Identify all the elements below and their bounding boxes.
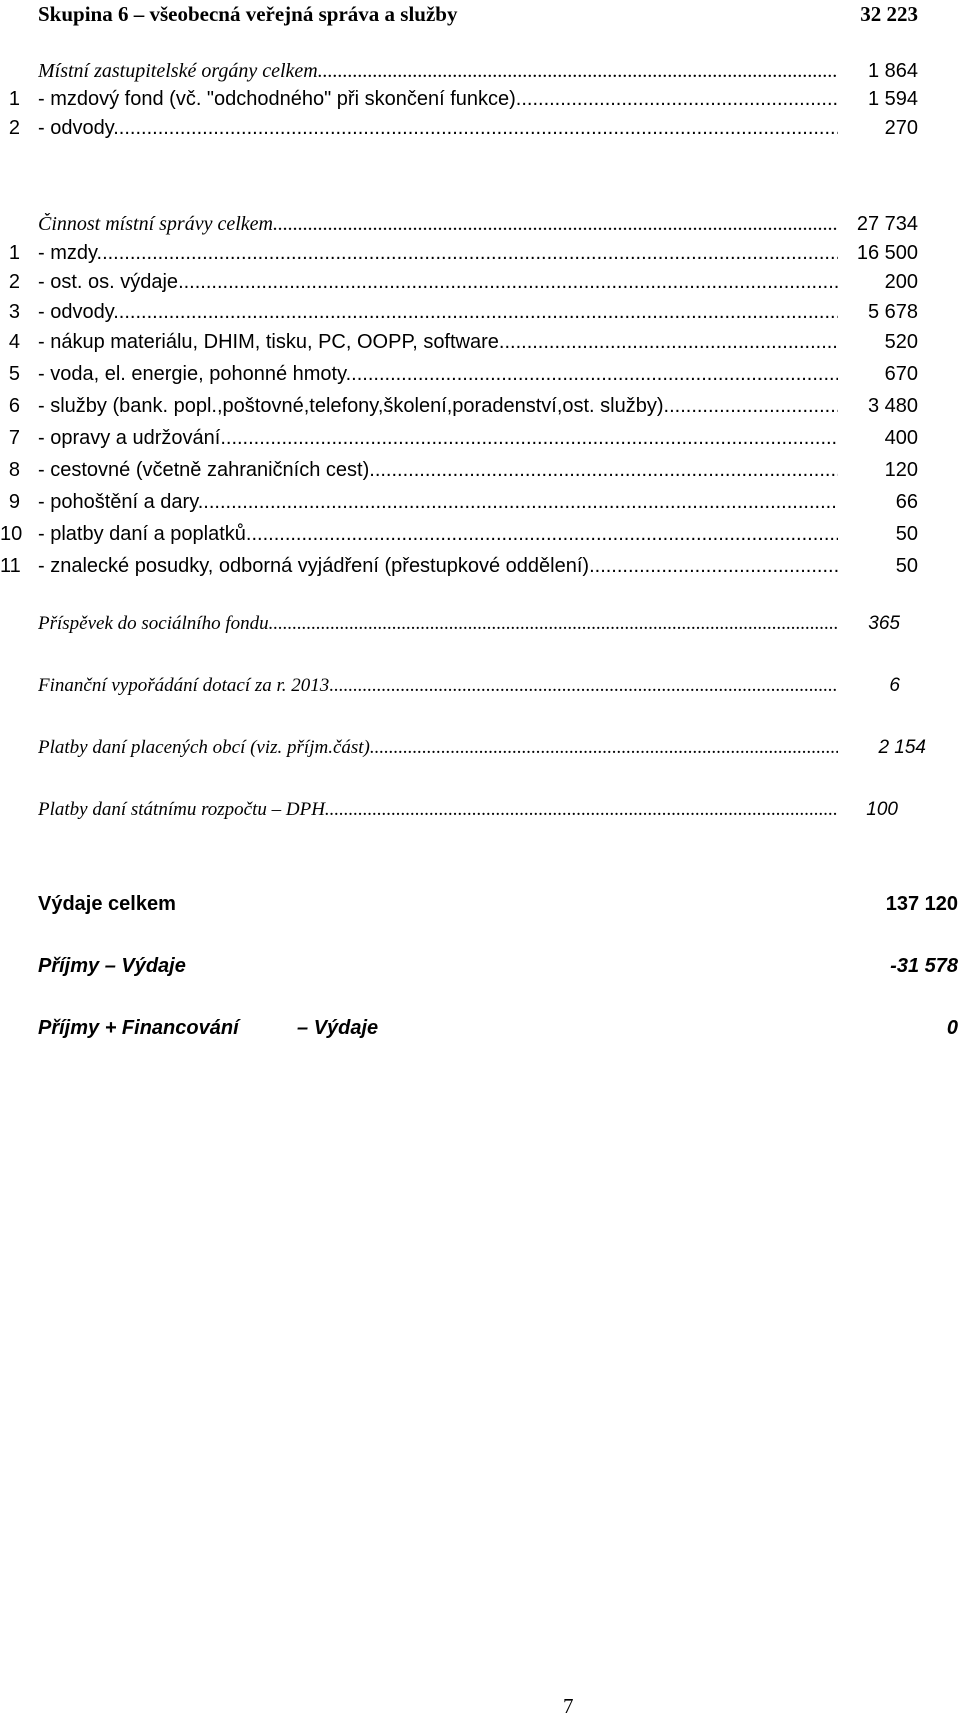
section-title-mistni-sprava: Činnost místní správy celkem ..... — [38, 213, 838, 236]
extra-label-dane-obci: Platby daní placených obcí (viz. příjm.část) ..... — [38, 737, 838, 759]
extra-value: 365 — [862, 613, 900, 635]
summary-expenses-value: 137 120 — [885, 893, 958, 915]
item-label: - pohoštění a dary ..... — [38, 491, 838, 514]
item-value: 50 — [890, 523, 918, 546]
item-number: 4 — [8, 331, 20, 353]
item-value: 16 500 — [851, 242, 918, 265]
section-title-zastupitelske-organy: Místní zastupitelské orgány celkem ..... — [38, 60, 838, 83]
item-number: 7 — [8, 427, 20, 449]
item-number: 6 — [8, 395, 20, 417]
item-label: - mzdový fond (vč. "odchodného" při skončení funkce) ..... — [38, 88, 838, 111]
item-value: 1 594 — [862, 88, 918, 111]
item-number: 11 — [0, 555, 21, 577]
item-value: 670 — [879, 363, 918, 386]
extra-value: 2 154 — [872, 737, 926, 759]
item-number: 2 — [8, 117, 20, 139]
item-label: - platby daní a poplatků ..... — [38, 523, 838, 546]
item-number: 5 — [8, 363, 20, 385]
summary-income-plus-label-part1: Příjmy + Financování — [38, 1017, 239, 1039]
item-label: - opravy a udržování ..... — [38, 427, 838, 450]
item-value: 200 — [879, 271, 918, 294]
item-label: - voda, el. energie, pohonné hmoty ..... — [38, 363, 838, 386]
item-value: 270 — [879, 117, 918, 140]
summary-income-minus-value: -31 578 — [890, 955, 958, 977]
summary-income-minus-label: Příjmy – Výdaje — [38, 955, 186, 977]
item-number: 1 — [8, 242, 20, 264]
extra-label-dph: Platby daní státnímu rozpočtu – DPH ..... — [38, 799, 838, 821]
item-label: - služby (bank. popl.,poštovné,telefony,školení,poradenství,ost. služby) ..... — [38, 395, 838, 418]
item-number: 10 — [0, 523, 23, 545]
summary-income-plus-label-part2: – Výdaje — [297, 1017, 379, 1039]
extra-label-socialni-fond: Příspěvek do sociálního fondu ..... — [38, 613, 838, 635]
section-value: 27 734 — [851, 213, 918, 236]
item-label: - mzdy ..... — [38, 242, 838, 265]
extra-value: 100 — [860, 799, 898, 821]
section-value: 1 864 — [862, 60, 918, 83]
item-number: 9 — [8, 491, 20, 513]
item-value: 66 — [890, 491, 918, 514]
summary-expenses-label: Výdaje celkem — [38, 893, 176, 915]
item-label: - ost. os. výdaje ..... — [38, 271, 838, 294]
item-label: - nákup materiálu, DHIM, tisku, PC, OOPP, software ..... — [38, 331, 838, 354]
group-total: 32 223 — [860, 2, 918, 26]
group-title: Skupina 6 – všeobecná veřejná správa a služby — [38, 2, 458, 26]
item-value: 120 — [879, 459, 918, 482]
summary-income-plus-value: 0 — [946, 1017, 958, 1039]
item-value: 3 480 — [862, 395, 918, 418]
extra-label-vyporadani-dotaci: Finanční vypořádání dotací za r. 2013 ..... — [38, 675, 838, 697]
item-value: 50 — [890, 555, 918, 578]
item-value: 5 678 — [862, 301, 918, 324]
page-number: 7 — [563, 1694, 574, 1718]
extra-value: 6 — [883, 675, 900, 697]
item-number: 2 — [8, 271, 20, 293]
item-label: - odvody ..... — [38, 117, 838, 140]
item-number: 1 — [8, 88, 20, 110]
item-value: 520 — [879, 331, 918, 354]
item-label: - znalecké posudky, odborná vyjádření (přestupkové oddělení) ..... — [38, 555, 838, 578]
item-number: 8 — [8, 459, 20, 481]
item-value: 400 — [879, 427, 918, 450]
item-number: 3 — [8, 301, 20, 323]
item-label: - cestovné (včetně zahraničních cest) ..... — [38, 459, 838, 482]
item-label: - odvody ..... — [38, 301, 838, 324]
